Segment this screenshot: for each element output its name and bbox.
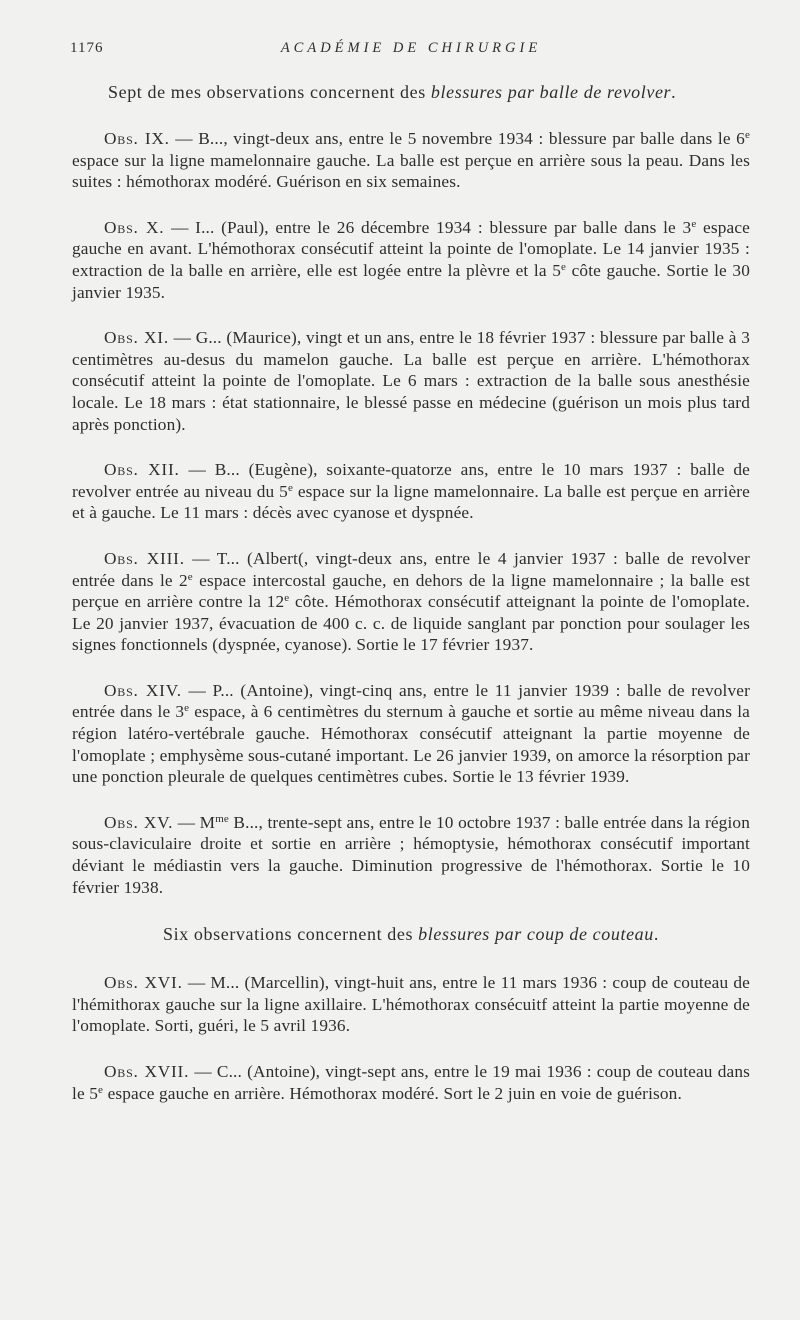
observation-label: Obs. XI. [104,328,169,348]
journal-title: ACADÉMIE DE CHIRURGIE [280,40,542,56]
observation-text: — B... (Eugène), soixante-quatorze ans, entre le 10 mars 1937 : balle de revolver entrée au niveau du 5 [72,460,750,501]
ordinal-superscript: e [691,217,697,230]
observation-text: espace gauche en arrière. Hémothorax modéré. Sort le 2 juin en voie de guérison. [103,1083,682,1103]
ordinal-superscript: e [561,260,567,273]
document-page [72,40,750,1128]
ordinal-superscript: me [215,812,229,825]
observation-paragraph [72,972,750,1037]
observation-text: — M... (Marcellin), vingt-huit ans, entre le 11 mars 1936 : coup de couteau de l'hémithorax gauche sur la ligne axillaire. L'hémothorax consécuitf atteint la partie moyenne de l'omoplate. Sorti, guéri, le 5 avril 1936. [72,973,750,1036]
observation-label: Obs. IX. [104,129,170,148]
observation-text: côte gauche. Sortie le 30 janvier 1935. [72,260,750,302]
observation-paragraph [72,459,750,524]
observation-text: espace sur la ligne mamelonnaire. La balle est perçue en arrière et à gauche. Le 11 mars : décès avec cyanose et dyspnée. [72,481,750,523]
section-heading-emphasis: blessures par coup de couteau [418,924,654,945]
observation-paragraph [72,680,750,788]
ordinal-superscript: e [98,1083,104,1096]
observation-text: — M [173,812,216,832]
section-heading-revolver [72,80,750,104]
section-heading-emphasis: blessures par balle de revolver [430,82,672,102]
observation-paragraph [72,548,750,656]
section-heading-text: Sept de mes observations concernent des [108,82,431,102]
observation-paragraph [72,327,750,435]
observation-text: espace gauche en avant. L'hémothorax consécutif atteint la pointe de l'omoplate. Le 14 janvier 1935 : extraction de la balle en arrière, elle est logée entre la plèvre et la 5 [72,217,751,280]
section-heading-couteau [72,922,750,946]
section-heading-end: . [671,82,677,102]
observations-couteau-list [72,972,750,1104]
observation-label: Obs. XVII. [104,1062,190,1081]
section-heading-end: . [653,924,659,945]
ordinal-superscript: e [184,702,190,715]
section-heading-text: Six observations concernent des [163,924,419,945]
observation-text: espace sur la ligne mamelonnaire gauche. La balle est perçue en arrière sous la peau. Dans les suites : hémothorax modéré. Guérison en six semaines. [72,150,750,192]
observation-paragraph [72,217,750,303]
observation-text: — C... (Antoine), vingt-sept ans, entre le 19 mai 1936 : coup de couteau dans le 5 [72,1062,750,1103]
observation-text: — P... (Antoine), vingt-cinq ans, entre le 11 janvier 1939 : balle de revolver entrée dans le 3 [72,680,751,722]
observation-text: espace intercostal gauche, en dehors de la ligne mamelonnaire ; la balle est perçue en arrière contre la 12 [72,570,751,612]
observation-label: Obs. XII. [104,460,180,480]
observation-label: Obs. X. [104,217,165,237]
page-number: 1176 [70,40,104,56]
observation-text: — B..., vingt-deux ans, entre le 5 novembre 1934 : blessure par balle dans le 6 [169,129,745,148]
observation-label: Obs. XIV. [104,680,182,700]
observation-text: espace, à 6 centimètres du sternum à gauche et sortie au même niveau dans la région latéro-vertébrale gauche. Hémothorax consécutif atteignant la partie moyenne de l'omoplate ; emphysème sous-cutané important. Le 26 janvier 1939, on amorce la résorption par une ponction pleurale de quelques centimètres cubes. Sortie le 13 février 1939. [72,702,750,787]
ordinal-superscript: e [284,592,290,605]
observation-text: — G... (Maurice), vingt et un ans, entre le 18 février 1937 : blessure par balle à 3 centimètres au-desus du mamelon gauche. La balle est perçue en arrière. L'hémothorax consécutif atteint la pointe de l'omoplate. Le 6 mars : extraction de la balle sous anesthésie locale. Le 18 mars : état stationnaire, le blessé passe en médecine (guérison un mois plus tard après ponction). [72,328,750,434]
ordinal-superscript: e [187,570,193,583]
observation-text: côte. Hémothorax consécutif atteignant la pointe de l'omoplate. Le 20 janvier 1937, évacuation de 400 c. c. de liquide sanglant par ponction pour soulager les signes fonctionnels (dyspnée, cyanose). Sortie le 17 février 1937. [72,592,750,655]
running-head [72,40,750,66]
ordinal-superscript: e [287,481,294,494]
ordinal-superscript: e [744,129,750,141]
observation-text: B..., trente-sept ans, entre le 10 octobre 1937 : balle entrée dans la région sous-claviculaire droite et sortie en arrière ; hémoptysie, hémothorax consécutif important déviant le médiastin vers la gauche. Diminution progressive de l'hémothorax. Sortie le 10 février 1938. [72,812,750,897]
observation-label: Obs. XIII. [104,548,185,568]
observation-paragraph [72,128,750,193]
observations-revolver-list [72,128,750,898]
observation-text: — T... (Albert(, vingt-deux ans, entre le 4 janvier 1937 : balle de revolver entrée dans le 2 [72,548,750,590]
observation-label: Obs. XV. [104,812,174,832]
observation-text: — I... (Paul), entre le 26 décembre 1934 : blessure par balle dans le 3 [164,217,692,237]
observation-label: Obs. XVI. [104,973,183,993]
observation-paragraph [72,812,750,898]
observation-paragraph [72,1061,750,1104]
